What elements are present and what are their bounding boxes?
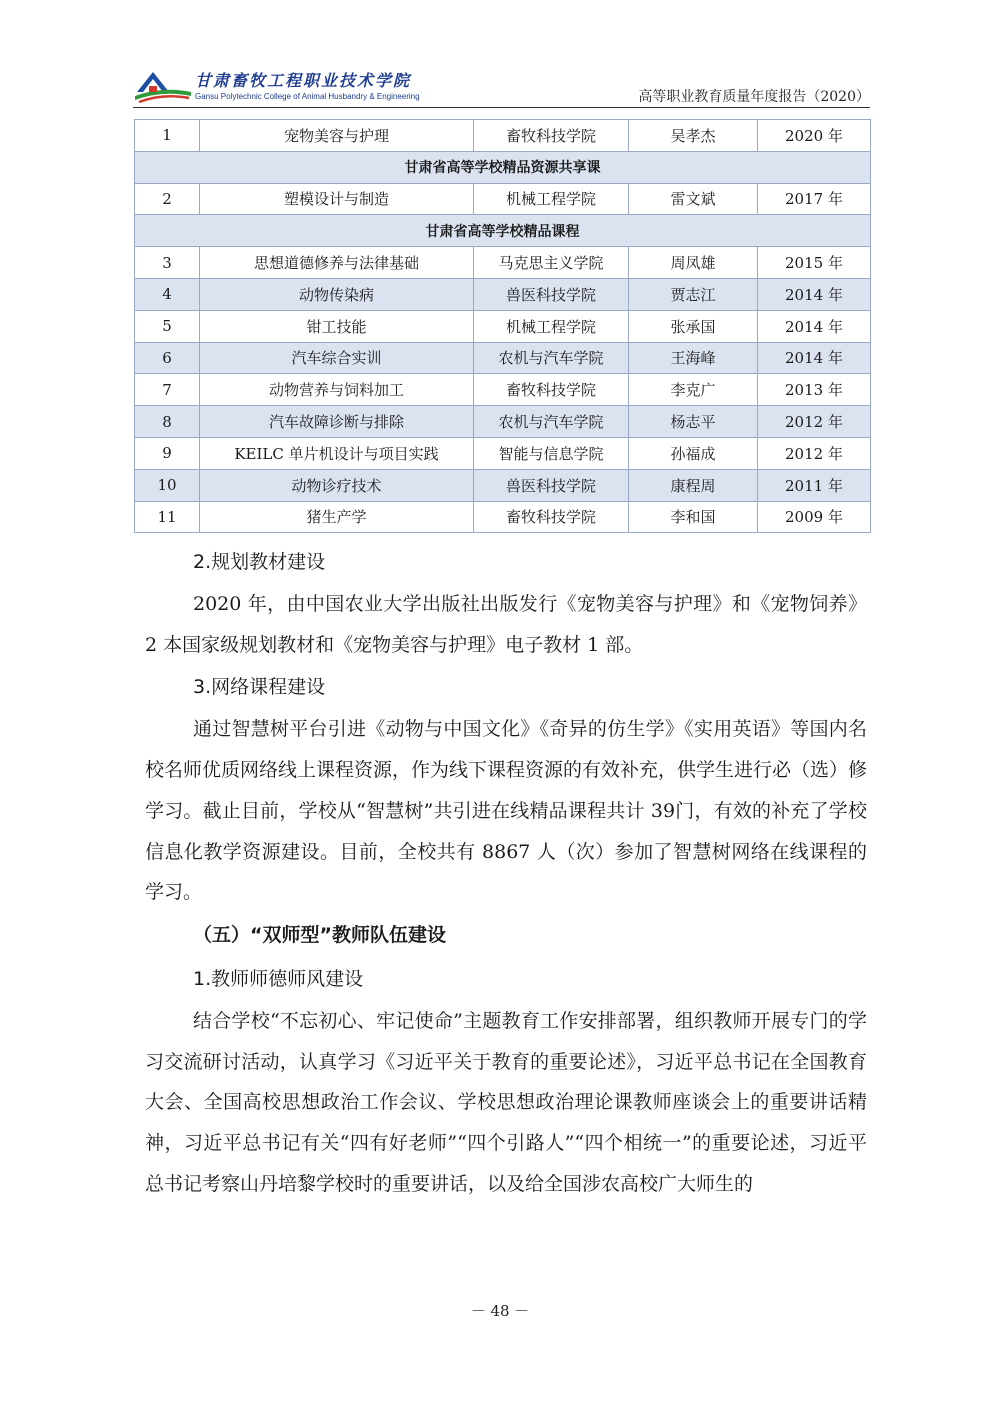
cell-no: 7 <box>135 374 200 406</box>
cell-college: 畜牧科技学院 <box>474 501 629 533</box>
cell-year: 2020 年 <box>758 120 871 152</box>
school-logo-icon <box>133 62 193 106</box>
cell-no: 5 <box>135 310 200 342</box>
cell-no: 4 <box>135 278 200 310</box>
cell-college: 智能与信息学院 <box>474 437 629 469</box>
cell-year: 2015 年 <box>758 247 871 279</box>
heading-teacher-ethics: 1.教师师德师风建设 <box>193 967 364 990</box>
cell-leader: 周凤雄 <box>629 247 758 279</box>
table-row <box>135 469 871 501</box>
cell-course: 汽车综合实训 <box>200 342 474 374</box>
cell-no: 8 <box>135 406 200 438</box>
section-title: 甘肃省高等学校精品资源共享课 <box>135 151 871 183</box>
heading-textbook: 2.规划教材建设 <box>193 551 326 573</box>
header-divider <box>133 107 870 108</box>
table-row <box>135 120 871 152</box>
page-header <box>133 62 870 112</box>
main-content <box>145 540 867 1204</box>
school-name-en: Gansu Polytechnic College of Animal Husbandry & Engineering <box>195 92 420 101</box>
courses-table <box>134 119 871 533</box>
courses-table-body <box>135 120 871 533</box>
cell-no: 9 <box>135 437 200 469</box>
table-row <box>135 278 871 310</box>
heading-dual-teachers: （五）“双师型”教师队伍建设 <box>193 923 446 946</box>
cell-no: 10 <box>135 469 200 501</box>
cell-course: 钳工技能 <box>200 310 474 342</box>
cell-leader: 雷文斌 <box>629 183 758 215</box>
cell-leader: 康程周 <box>629 469 758 501</box>
cell-course: 动物营养与饲料加工 <box>200 374 474 406</box>
cell-leader: 张承国 <box>629 310 758 342</box>
cell-college: 畜牧科技学院 <box>474 120 629 152</box>
cell-college: 兽医科技学院 <box>474 469 629 501</box>
cell-course: KEILC 单片机设计与项目实践 <box>200 437 474 469</box>
cell-leader: 李克广 <box>629 374 758 406</box>
cell-no: 1 <box>135 120 200 152</box>
cell-course: 思想道德修养与法律基础 <box>200 247 474 279</box>
table-section-row <box>135 215 871 247</box>
cell-year: 2012 年 <box>758 437 871 469</box>
cell-leader: 杨志平 <box>629 406 758 438</box>
table-row <box>135 310 871 342</box>
cell-no: 6 <box>135 342 200 374</box>
cell-course: 动物传染病 <box>200 278 474 310</box>
table-section-row <box>135 151 871 183</box>
cell-leader: 李和国 <box>629 501 758 533</box>
section-title: 甘肃省高等学校精品课程 <box>135 215 871 247</box>
cell-college: 机械工程学院 <box>474 183 629 215</box>
cell-college: 兽医科技学院 <box>474 278 629 310</box>
table-row <box>135 247 871 279</box>
cell-year: 2017 年 <box>758 183 871 215</box>
cell-college: 机械工程学院 <box>474 310 629 342</box>
cell-year: 2014 年 <box>758 278 871 310</box>
cell-college: 马克思主义学院 <box>474 247 629 279</box>
cell-college: 农机与汽车学院 <box>474 342 629 374</box>
cell-leader: 孙福成 <box>629 437 758 469</box>
cell-course: 宠物美容与护理 <box>200 120 474 152</box>
cell-course: 猪生产学 <box>200 501 474 533</box>
table-row <box>135 406 871 438</box>
cell-year: 2014 年 <box>758 342 871 374</box>
cell-course: 动物诊疗技术 <box>200 469 474 501</box>
cell-leader: 吴孝杰 <box>629 120 758 152</box>
table-row <box>135 342 871 374</box>
report-title: 高等职业教育质量年度报告（2020） <box>638 89 870 105</box>
page-number: － 48 － <box>470 1302 530 1320</box>
cell-leader: 王海峰 <box>629 342 758 374</box>
table-row <box>135 437 871 469</box>
cell-no: 11 <box>135 501 200 533</box>
cell-college: 畜牧科技学院 <box>474 374 629 406</box>
cell-course: 汽车故障诊断与排除 <box>200 406 474 438</box>
table-row <box>135 374 871 406</box>
school-name-cn: 甘肃畜牧工程职业技术学院 <box>195 71 412 90</box>
table-row <box>135 183 871 215</box>
cell-no: 3 <box>135 247 200 279</box>
cell-course: 塑模设计与制造 <box>200 183 474 215</box>
cell-year: 2011 年 <box>758 469 871 501</box>
cell-college: 农机与汽车学院 <box>474 406 629 438</box>
heading-online-course: 3.网络课程建设 <box>193 676 326 699</box>
table-row <box>135 501 871 533</box>
paragraph-online-course: 通过智慧树平台引进《动物与中国文化》《奇异的仿生学》《实用英语》等国内名校名师优质网络线上课程资源，作为线下课程资源的有效补充，供学生进行必（选）修学习。截止目前，学校从“智慧树”共引进在线精品课程共计 39门，有效的补充了学校信息化教学资源建设。目前，全校共有 8867 人（次）参加了智慧树网络在线课程的学习。 <box>145 718 868 904</box>
cell-year: 2012 年 <box>758 406 871 438</box>
paragraph-teacher-ethics: 结合学校“不忘初心、牢记使命”主题教育工作安排部署，组织教师开展专门的学习交流研讨活动，认真学习《习近平关于教育的重要论述》，习近平总书记在全国教育大会、全国高校思想政治工作会议、学校思想政治理论课教师座谈会上的重要讲话精神，习近平总书记有关“四有好老师”“四个引路人”“四个相统一”的重要论述，习近平总书记考察山丹培黎学校时的重要讲话，以及给全国涉农高校广大师生的 <box>145 1009 867 1195</box>
cell-no: 2 <box>135 183 200 215</box>
cell-leader: 贾志江 <box>629 278 758 310</box>
paragraph-textbook: 2020 年，由中国农业大学出版社出版发行《宠物美容与护理》和《宠物饲养》2 本国家级规划教材和《宠物美容与护理》电子教材 1 部。 <box>145 593 867 656</box>
cell-year: 2009 年 <box>758 501 871 533</box>
cell-year: 2013 年 <box>758 374 871 406</box>
cell-year: 2014 年 <box>758 310 871 342</box>
